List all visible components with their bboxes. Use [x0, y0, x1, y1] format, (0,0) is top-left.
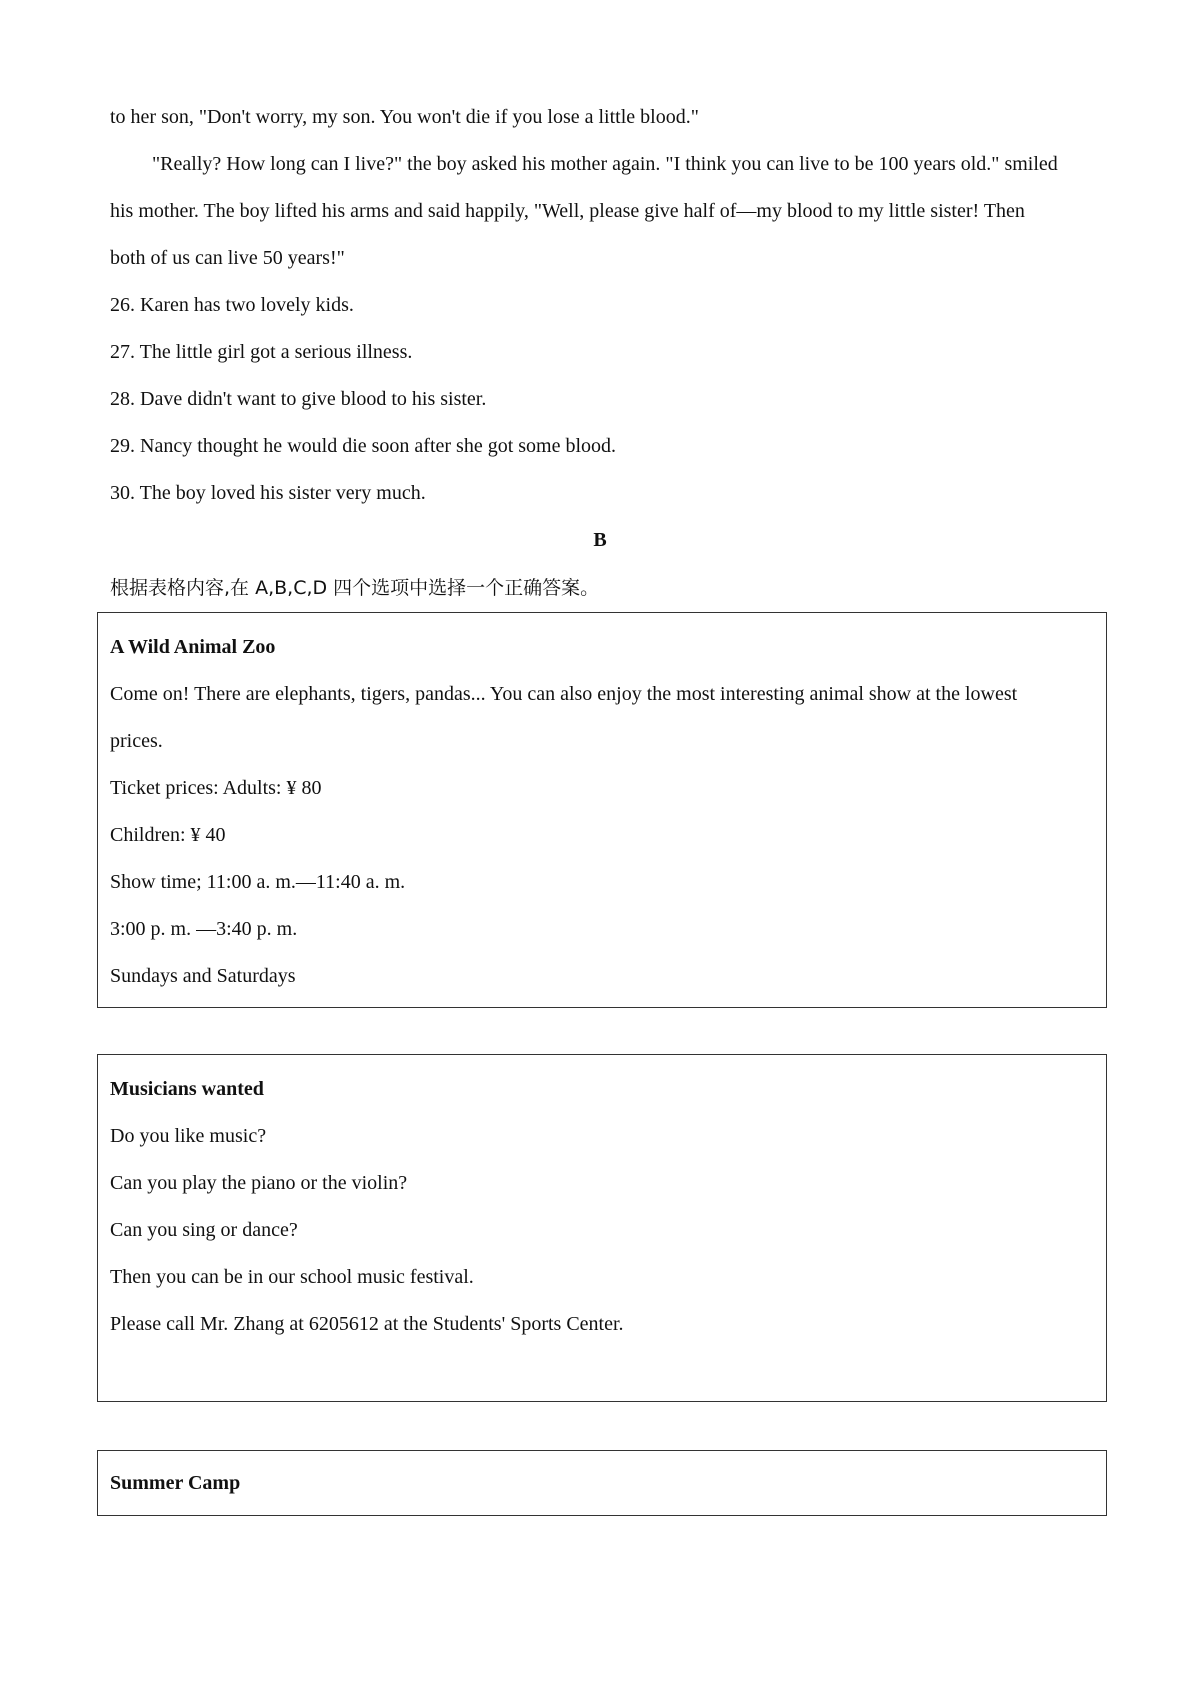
statement-29: 29. Nancy thought he would die soon after she got some blood. — [110, 435, 617, 457]
statement-28: 28. Dave didn't want to give blood to his sister. — [110, 388, 487, 410]
musicians-advert-box — [97, 1054, 1107, 1402]
passage-line-1: to her son, "Don't worry, my son. You won't die if you lose a little blood." — [110, 106, 699, 128]
musicians-contact: Please call Mr. Zhang at 6205612 at the Students' Sports Center. — [110, 1313, 624, 1335]
zoo-ticket-children: Children: ¥ 40 — [110, 824, 226, 846]
zoo-title: A Wild Animal Zoo — [110, 636, 276, 658]
passage-line-3: his mother. The boy lifted his arms and said happily, "Well, please give half of—my blood to my little sister! Then — [110, 200, 1025, 222]
zoo-ticket-adults: Ticket prices: Adults: ¥ 80 — [110, 777, 322, 799]
statement-27: 27. The little girl got a serious illness. — [110, 341, 413, 363]
zoo-show-time-2: 3:00 p. m. —3:40 p. m. — [110, 918, 298, 940]
zoo-advert-box — [97, 612, 1107, 1008]
zoo-line-1: Come on! There are elephants, tigers, pandas... You can also enjoy the most interesting animal show at the lowest — [110, 683, 1018, 705]
section-b-heading: B — [593, 529, 607, 551]
statement-30: 30. The boy loved his sister very much. — [110, 482, 426, 504]
zoo-show-days: Sundays and Saturdays — [110, 965, 296, 987]
zoo-line-2: prices. — [110, 730, 163, 752]
section-b-instruction: 根据表格内容,在 A,B,C,D 四个选项中选择一个正确答案。 — [110, 577, 600, 599]
statement-26: 26. Karen has two lovely kids. — [110, 294, 354, 316]
musicians-line-4: Then you can be in our school music festival. — [110, 1266, 474, 1288]
musicians-line-3: Can you sing or dance? — [110, 1219, 298, 1241]
musicians-line-1: Do you like music? — [110, 1125, 267, 1147]
passage-line-4: both of us can live 50 years!" — [110, 247, 345, 269]
summer-camp-box — [97, 1450, 1107, 1516]
musicians-line-2: Can you play the piano or the violin? — [110, 1172, 408, 1194]
zoo-show-time-1: Show time; 11:00 a. m.—11:40 a. m. — [110, 871, 406, 893]
summer-camp-title: Summer Camp — [110, 1472, 241, 1494]
musicians-title: Musicians wanted — [110, 1078, 264, 1100]
passage-line-2: "Really? How long can I live?" the boy asked his mother again. "I think you can live to be 100 years old." smiled — [152, 153, 1058, 175]
